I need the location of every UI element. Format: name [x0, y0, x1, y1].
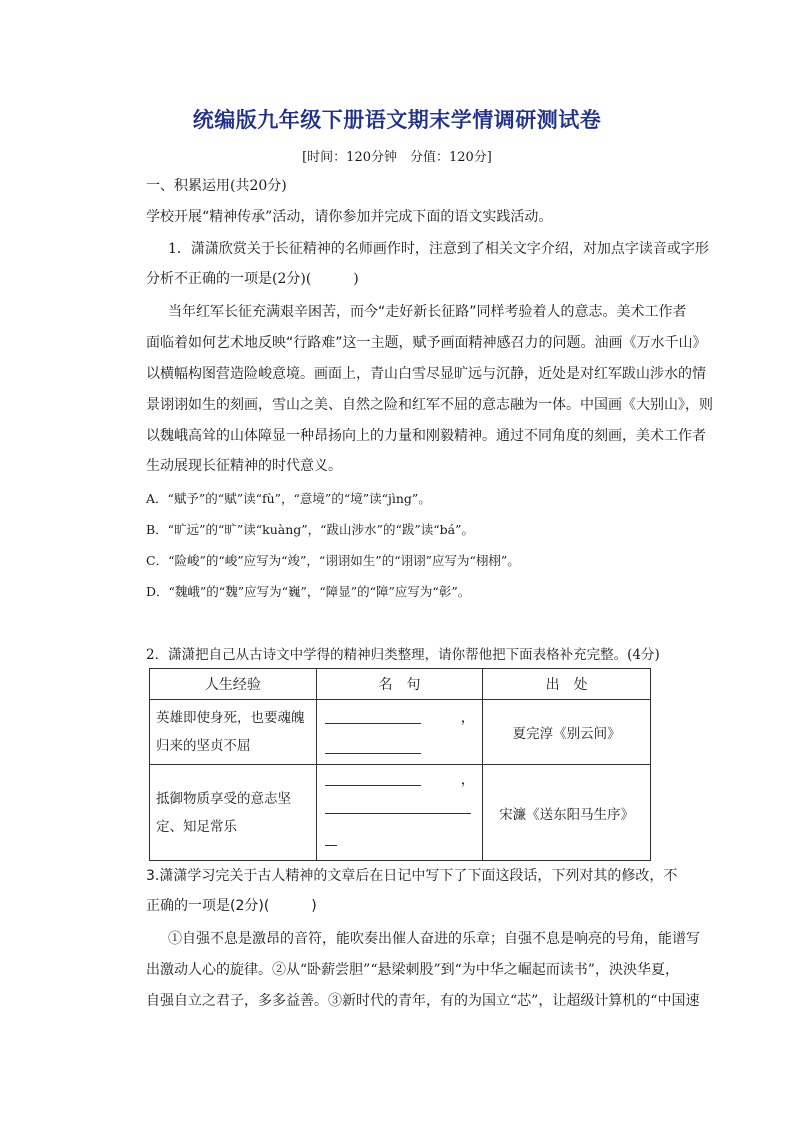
experience-text: 归来的坚贞不屈 — [156, 738, 251, 754]
answer-blank[interactable] — [325, 813, 471, 814]
q1-passage-line: 景诩诩如生的刻画，雪山之美、自然之险和红军不屈的意志融为一体。中国画《大别山》，则 — [146, 397, 713, 413]
q1-option-c: C．“险峻”的“峻”应写为“竣”，“诩诩如生”的“诩诩”应写为“栩栩”。 — [146, 553, 520, 568]
quote-cell — [316, 700, 483, 765]
q1-stem-line2: 分析不正确的一项是(2分)( ) — [146, 271, 359, 287]
header-source: 出 处 — [483, 669, 651, 700]
activity-intro: 学校开展“精神传承”活动，请你参加并完成下面的语文实践活动。 — [146, 209, 553, 225]
section-heading: 一、积累运用(共20分) — [146, 178, 287, 194]
header-experience: 人生经验 — [150, 669, 317, 700]
experience-text: 抵御物质享受的意志坚 — [156, 790, 291, 807]
q2-stem: 2．潇潇把自己从古诗文中学得的精神归类整理，请你帮他把下面表格补充完整。(4分) — [146, 647, 660, 663]
q1-passage-line: 面临着如何艺术地反映“行路难”这一主题，赋予画面精神感召力的问题。油画《万水千山》 — [146, 335, 707, 351]
source-cell: 夏完淳《别云间》 — [483, 700, 651, 765]
q1-stem-line1: 1．潇潇欣赏关于长征精神的名师画作时，注意到了相关文字介绍，对加点字读音或字形 — [168, 241, 709, 257]
experience-cell — [150, 765, 317, 861]
table-row — [150, 765, 651, 861]
q1-option-d: D．“魏峨”的“魏”应写为“巍”，“障显”的“障”应写为“彰”。 — [146, 584, 471, 599]
q1-option-b: B．“旷远”的“旷”读“kuàng”，“跋山涉水”的“跋”读“bá”。 — [146, 522, 474, 537]
q3-passage-line: 出激动人心的旋律。②从“卧薪尝胆”“悬梁刺股”到“为中华之崛起而读书”，泱泱华夏， — [146, 962, 679, 978]
experience-text: 定、知足常乐 — [156, 818, 237, 835]
q2-table — [149, 668, 651, 861]
experience-text: 英雄即使身死，也要魂魄 — [156, 710, 305, 726]
q3-stem-line1: 3.潇潇学习完关于古人精神的文章后在日记中写下了下面这段话，下列对其的修改，不 — [146, 868, 678, 884]
q1-passage-line: 生动展现长征精神的时代意义。 — [146, 458, 342, 474]
header-quote: 名 句 — [316, 669, 483, 700]
comma: ， — [460, 772, 475, 788]
table-header-row — [150, 669, 651, 700]
answer-blank[interactable] — [325, 785, 421, 786]
source-cell: 宋濂《送东阳马生序》 — [483, 765, 651, 861]
q1-passage-line: 以魏峨高耸的山体障显一种昂扬向上的力量和刚毅精神。通过不同角度的刻画，美术工作者 — [146, 428, 706, 444]
q1-passage-line: 以横幅构图营造险峻意境。画面上，青山白雪尽显旷远与沉静，近处是对红军跋山涉水的情 — [146, 366, 706, 382]
page-title: 统编版九年级下册语文期末学情调研测试卷 — [192, 108, 602, 132]
table-row — [150, 700, 651, 765]
comma: ， — [460, 710, 475, 726]
q3-passage-line: 自强自立之君子，多多益善。③新时代的青年，有的为国立“芯”，让超级计算机的“中国速 — [146, 993, 700, 1009]
exam-meta: [时间：120分钟 分值：120分] — [302, 150, 492, 165]
q3-stem-line2: 正确的一项是(2分)( ) — [146, 898, 317, 914]
q1-option-a: A．“赋予”的“赋”读“fù”，“意境”的“境”读“jìng”。 — [146, 491, 431, 506]
answer-blank[interactable] — [325, 753, 421, 754]
experience-cell — [150, 700, 317, 765]
answer-blank[interactable] — [325, 723, 421, 724]
q1-passage-line: 当年红军长征充满艰辛困苦，而今“走好新长征路”同样考验着人的意志。美术工作者 — [168, 304, 687, 320]
q3-passage-line: ①自强不息是激昂的音符，能吹奏出催人奋进的乐章；自强不息是响亮的号角，能谱写 — [168, 931, 700, 947]
quote-cell — [316, 765, 483, 861]
answer-blank[interactable] — [325, 845, 337, 846]
